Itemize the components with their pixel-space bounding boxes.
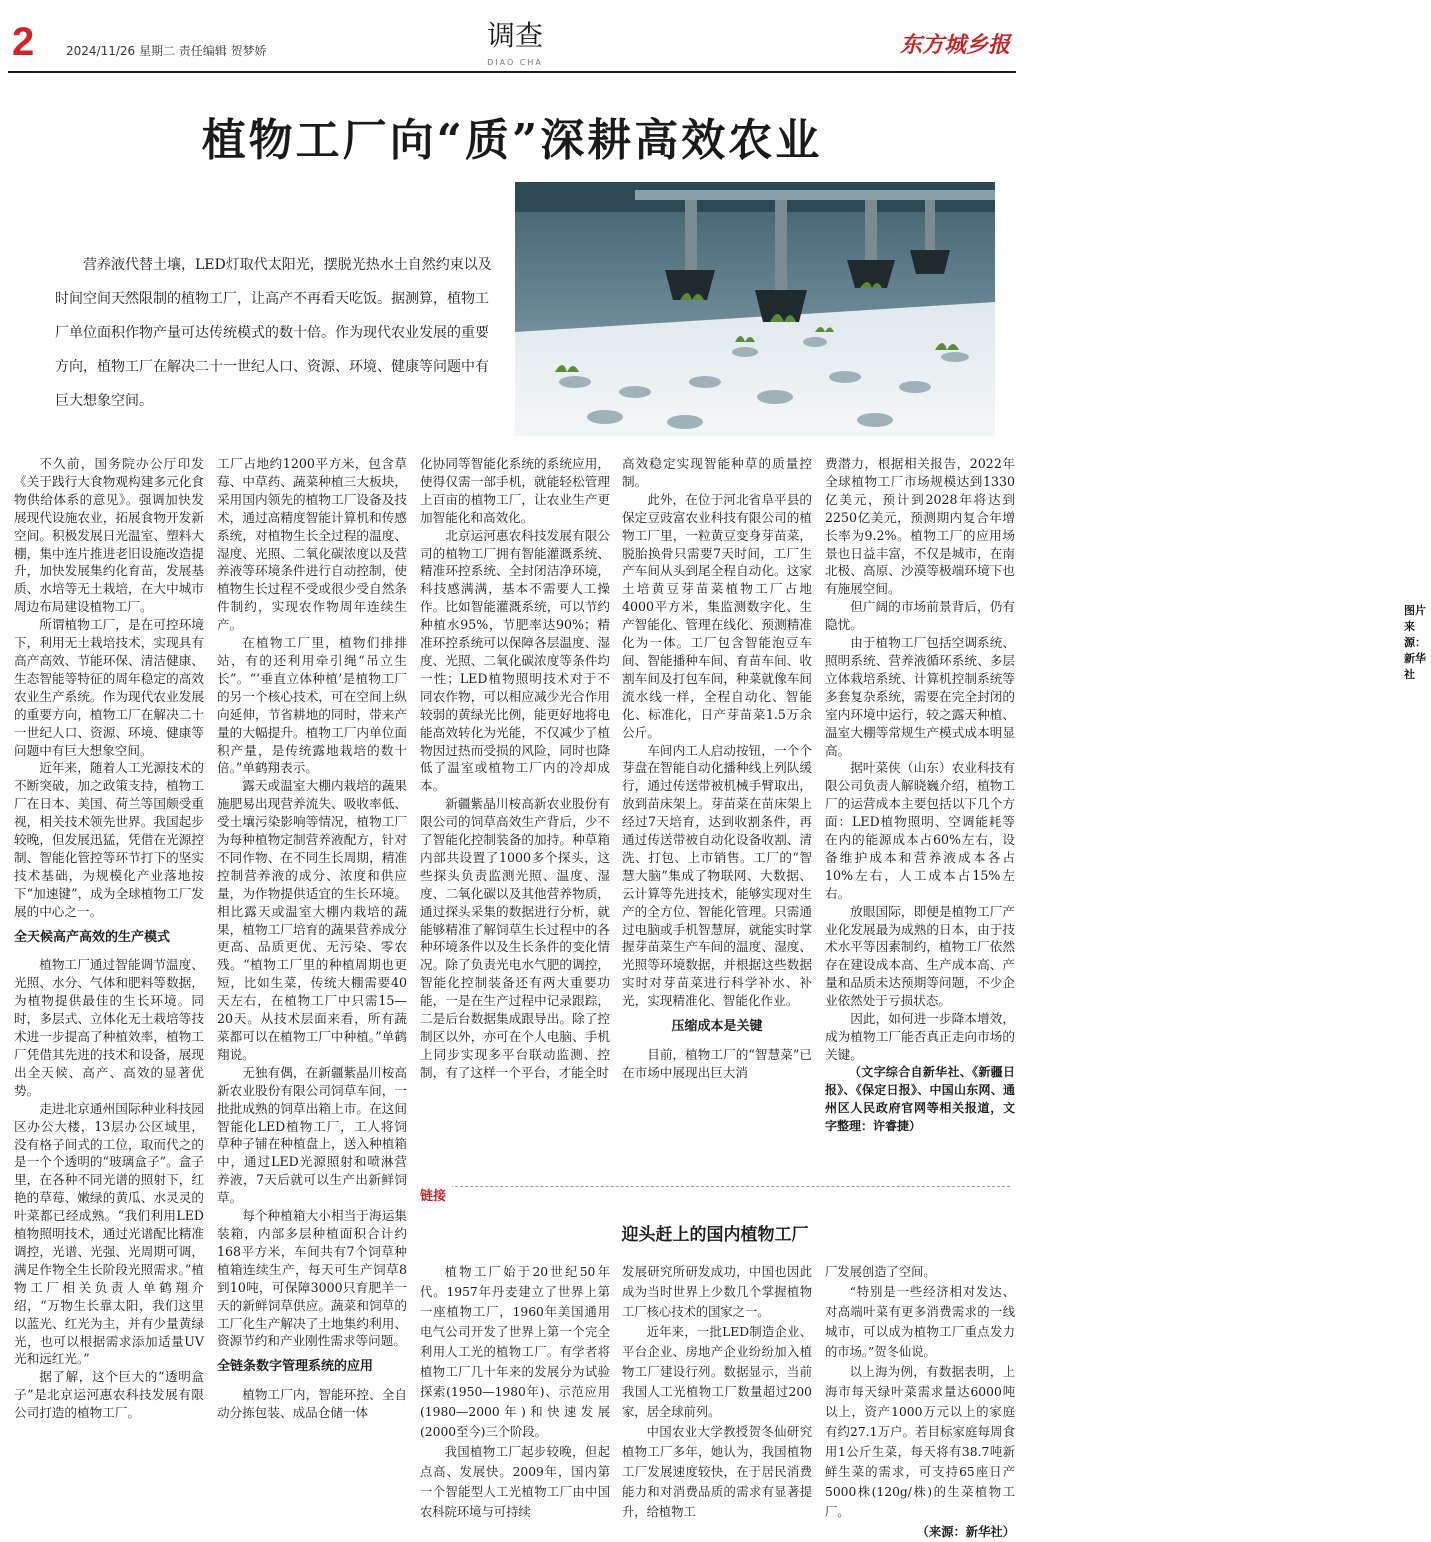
newspaper-logo: 东方城乡报	[900, 32, 1011, 58]
paragraph: 中国农业大学教授贺冬仙研究植物工厂多年，她认为，我国植物工厂发展速度较快，在于居民消费能力和对消费品质的需求有显著提升，给植物工	[622, 1425, 812, 1519]
sidebar-column-3	[825, 1262, 1015, 1542]
headline: 植物工厂向“质”深耕高效农业	[201, 115, 823, 166]
paragraph: 费潜力，根据相关报告，2022年全球植物工厂市场规模达到1330亿美元，预计到2028年将达到2250亿美元，预测期内复合年增长率为9.2%。植物工厂的应用场景也日益丰富，不仅是城市，在南北极、高原、沙漠等极端环境下也有施展空间。	[825, 456, 1015, 597]
masthead	[0, 0, 1024, 72]
plant-factory-illustration	[515, 182, 995, 436]
paragraph: 车间内工人启动按钮，一个个芽盘在智能自动化播种线上列队缓行，通过传送带被机械手臂取出，放到苗床架上。芽苗菜在苗床架上经过7天培育，达到收割条件，再通过传送带被自动化设备收割、清洗、打包、上市销售。工厂的“智慧大脑”集成了物联网、大数据、云计算等先进技术，能够实现对生产的全方位、智能化管理。只需通过电脑或手机智慧屏，就能实时掌握芽苗菜生产车间的温度、湿度、光照等环境数据，并根据这些数据实时对芽苗菜进行科学补水、补光，实现精准化、智能化作业。	[622, 742, 812, 1009]
paragraph: 据叶菜侠（山东）农业科技有限公司负责人解晓巍介绍，植物工厂的运营成本主要包括以下几个方面：LED植物照明、空调能耗等在内的能源成本占60%左右，设备维护成本和营养液成本各占10%左右，人工成本占15%左右。	[825, 760, 1015, 901]
paragraph: 北京运河惠农科技发展有限公司的植物工厂拥有智能灌溉系统、精准环控系统、全封闭洁净环境，科技感满满，基本不需要人工操作。比如智能灌溉系统，可以节约种植水95%，节肥率达90%；精准环控系统可以保障各层温度、湿度、光照、二氧化碳浓度等条件均一性；LED植物照明技术对于不同农作物，可以相应减少光合作用较弱的黄绿光比例，能更好地将电能高效转化为光能，不仅减少了植物因过热而受损的风险，同时也降低了温室或植物工厂内的冷却成本。	[420, 527, 610, 794]
paragraph: 植物工厂通过智能调节温度、光照、水分、气体和肥料等数据，为植物提供最佳的生长环境。同时，多层式、立体化无土栽培等技术进一步提高了种植效率，植物工厂凭借其先进的技术和设备，展现出全天候、高产、高效的显著优势。	[14, 957, 204, 1098]
paragraph: 据了解，这个巨大的“透明盒子”是北京运河惠农科技发展有限公司打造的植物工厂。	[14, 1369, 204, 1421]
paragraph: 化协同等智能化系统的系统应用，使得仅需一部手机，就能轻松管理上百亩的植物工厂，让农业生产更加智能化和高效化。	[420, 456, 610, 525]
section-pinyin: DIAO CHA	[487, 58, 543, 67]
subheading: 全链条数字管理系统的应用	[217, 1359, 374, 1375]
paragraph: 在植物工厂里，植物们排排站，有的还利用牵引绳“吊立生长”。“‘垂直立体种植’是植物工厂的另一个核心技术，可在空间上纵向延伸，节省耕地的同时，带来产量的大幅提升。植物工厂内单位面积产量，是传统露地栽培的数十倍。”单鹤翔表示。	[217, 635, 407, 776]
paragraph: 植物工厂内，智能环控、全自动分拣包装、成品仓储一体	[217, 1387, 407, 1421]
link-tag-label: 链接	[420, 1185, 452, 1204]
paragraph: 目前，植物工厂的“智慧菜”已在市场中展现出巨大消	[622, 1047, 812, 1080]
paragraph: 放眼国际，即便是植物工厂产业化发展最为成熟的日本，由于技术水平等因素制约，植物工厂依然存在建设成本高、生产成本高、产量和品质未达预期等问题，不少企业依然处于亏损状态。	[825, 903, 1015, 1009]
subheading: 全天候高产高效的生产模式	[14, 929, 171, 945]
paragraph: 厂发展创造了空间。	[825, 1265, 936, 1279]
paragraph: 不久前，国务院办公厅印发《关于践行大食物观构建多元化食物供给体系的意见》。强调加快发展现代设施农业，拓展食物开发新空间。积极发展日光温室、塑料大棚，集中连片推进老旧设施改造提升，加快发展集约化育苗，发展基质、水培等无土栽培，在大中城市周边布局建设植物工厂。	[14, 456, 204, 615]
paragraph: 此外，在位于河北省阜平县的保定豆豉富农业科技有限公司的植物工厂里，一粒黄豆变身芽苗菜，脱胎换骨只需要7天时间，工厂生产车间从头到尾全程自动化。这家土培黄豆芽苗菜植物工厂占地4000平方米，集监测数字化、生产智能化、管理在线化、预测精准化为一体。工厂包含智能泡豆车间、智能播种车间、育苗车间、收割车间及打包车间，种菜就像车间流水线一样，全程自动化、智能化、标准化，日产芽苗菜1.5万余公斤。	[622, 491, 812, 740]
lead-paragraph: 营养液代替土壤，LED灯取代太阳光，摆脱光热水土自然约束以及时间空间天然限制的植物工厂，让高产不再看天吃饭。据测算，植物工厂单位面积作物产量可达传统模式的数十倍。作为现代农业发展的重要方向，植物工厂在解决二十一世纪人口、资源、环境、健康等问题中有巨大想象空间。	[55, 257, 492, 409]
source-reference: （文字综合自新华社、《新疆日报》、《保定日报》、中国山东网、通州区人民政府官网等相关报道，文字整理：许睿捷）	[825, 1064, 1015, 1133]
paragraph: 走进北京通州国际种业科技园区办公大楼，13层办公区域里，没有格子间式的工位，取而代之的是一个个透明的“玻璃盒子”。盒子里，在各种不同光谱的照射下，红艳的草莓、嫩绿的黄瓜、水灵灵的叶菜都已经成熟。“我们利用LED植物照明技术，通过光谱配比精准调控，光谱、光强、光周期可调，满足作物全生长阶段光照需求。”植物工厂相关负责人单鹤翔介绍，“万物生长靠太阳，我们这里以蓝光、红光为主，并有少量黄绿光，也可以根据需求添加适量UV光和远红光。”	[14, 1100, 204, 1367]
paragraph: “特别是一些经济相对发达、对高端叶菜有更多消费需求的一线城市，可以成为植物工厂重点发力的市场。”贺冬仙说。	[825, 1285, 1015, 1359]
article-column-5	[825, 455, 1015, 1135]
paragraph: 由于植物工厂包括空调系统、照明系统、营养液循环系统、多层立体栽培系统、计算机控制系统等多套复杂系统，需要在完全封闭的室内环境中运行，较之露天种植、温室大棚等常规生产模式成本明显高。	[825, 635, 1015, 758]
paragraph: 高效稳定实现智能种草的质量控制。	[622, 456, 812, 489]
sidebar-source: （来源：新华社）	[916, 1525, 1015, 1539]
paragraph: 无独有偶，在新疆紫晶川桉高新农业股份有限公司饲草车间，一批批成熟的饲草出箱上市。在这间智能化LED植物工厂，工人将饲草种子铺在种植盘上，送入种植箱中，通过LED光源照射和喷淋营养液，7天后就可以生产出新鲜饲草。	[217, 1064, 407, 1206]
sidebar-column-1	[420, 1262, 610, 1522]
section-title: 调查	[486, 19, 543, 52]
paragraph: 新疆紫晶川桉高新农业股份有限公司的饲草高效生产背后，少不了智能化控制装备的加持。种草箱内部共设置了1000多个探头，这些探头负责监测光照、温度、湿度、二氧化碳以及其他营养物质，通过探头采集的数据进行分析，就能够精准了解饲草生长过程中的各种环境条件以及生长条件的变化情况。除了负责光电水气肥的调控，智能化控制装备还有两大重要功能，一是在生产过程中记录跟踪，二是后台数据集成跟导出。除了控制区以外，亦可在个人电脑、手机上同步实现多平台联动监测、控制，有了这样一个平台，才能全时	[420, 796, 610, 1080]
sidebar-column-2	[622, 1262, 812, 1522]
paragraph: 但广阔的市场前景背后，仍有隐忧。	[825, 599, 1015, 633]
article-column-3	[420, 455, 610, 1082]
article-column-4	[622, 455, 812, 1082]
paragraph: 我国植物工厂起步较晚，但起点高、发展快。2009年，国内第一个智能型人工光植物工厂由中国农科院环境与可持续	[420, 1445, 610, 1519]
paragraph: 露天或温室大棚内栽培的蔬果施肥易出现营养流失、吸收率低、受土壤污染影响等情况，植物工厂为每种植物定制营养液配方，针对不同作物、在不同生长周期，精准控制营养液的成分、浓度和供应量，为作物提供适宜的生长环境。相比露天或温室大棚内栽培的蔬果，植物工厂培育的蔬果营养成分更高、品质更优、无污染、零农残。“植物工厂里的种植周期也更短，比如生菜，传统大棚需要40天左右，在植物工厂中只需15—20天。从技术层面来看，所有蔬菜都可以在植物工厂中种植。”单鹤翔说。	[217, 778, 407, 1062]
article-column-2	[217, 455, 407, 1422]
paragraph: 以上海为例，有数据表明，上海市每天绿叶菜需求量达6000吨以上，资产1000万元以上的家庭有约27.1万户。若目标家庭每周食用1公斤生菜，每天将有38.7吨新鲜生菜的需求，可支持65座日产5000株(120g/株)的生菜植物工厂。	[825, 1365, 1015, 1519]
photo-caption: 图片来源：新华社	[1399, 601, 1431, 683]
paragraph: 近年来，随着人工光源技术的不断突破，加之政策支持，植物工厂在日本、美国、荷兰等国颇受重视，相关技术领先世界。我国起步较晚，但发展迅猛，凭借在光源控制、智能化管控等环节打下的坚实技术基础，为规模化产业落地按下“加速键”，成为全球植物工厂发展的中心之一。	[14, 760, 204, 919]
article-column-1	[14, 455, 204, 1422]
paragraph: 工厂占地约1200平方米，包含草莓、中草药、蔬菜种植三大板块，采用国内领先的植物工厂设备及技术，通过高精度智能计算机和传感系统，对植物生长全过程的温度、湿度、光照、二氧化碳浓度以及营养液等环境条件进行自动控制，使植物生长过程不受或很少受自然条件制约，实现农作物周年连续生产。	[217, 456, 407, 633]
page-number: 2	[12, 20, 35, 64]
link-tag	[420, 1186, 1010, 1207]
issue-meta: 2024/11/26 星期二 责任编辑 贺梦娇	[66, 44, 267, 58]
paragraph: 近年来，一批LED制造企业、平台企业、房地产企业纷纷加入植物工厂建设行列。数据显示，当前我国人工光植物工厂数量超过200家，居全球前列。	[622, 1325, 812, 1419]
paragraph: 每个种植箱大小相当于海运集装箱，内部多层种植面积合计约168平方米，车间共有7个饲草种植箱连续生产，每天可生产饲草8到10吨，可保障3000只育肥羊一天的新鲜饲草供应。蔬菜和饲草的工厂化生产解决了土地集约利用、资源节约和产业刚性需求等问题。	[217, 1208, 407, 1349]
paragraph: 发展研究所研发成功，中国也因此成为当时世界上少数几个掌握植物工厂核心技术的国家之一。	[622, 1265, 812, 1319]
paragraph: 植物工厂始于20世纪50年代。1957年丹麦建立了世界上第一座植物工厂，1960年美国通用电气公司开发了世界上第一个完全利用人工光的植物工厂。有学者将植物工厂几十年来的发展分为试验探索(1950—1980年)、示范应用(1980—2000年)和快速发展(2000至今)三个阶段。	[420, 1265, 610, 1439]
subheading: 压缩成本是关键	[671, 1019, 763, 1035]
paragraph: 所谓植物工厂，是在可控环境下，利用无土栽培技术，实现具有高产高效、节能环保、清洁健康、生态智能等特征的周年稳定的高效农业生产系统。作为现代农业发展的重要方向，植物工厂在解决二十一世纪人口、资源、环境、健康等问题中有巨大想象空间。	[14, 617, 204, 758]
paragraph: 因此，如何进一步降本增效，成为植物工厂能否真正走向市场的关键。	[825, 1011, 1015, 1062]
sidebar-title: 迎头赶上的国内植物工厂	[621, 1225, 809, 1245]
masthead-rule	[8, 71, 1016, 73]
